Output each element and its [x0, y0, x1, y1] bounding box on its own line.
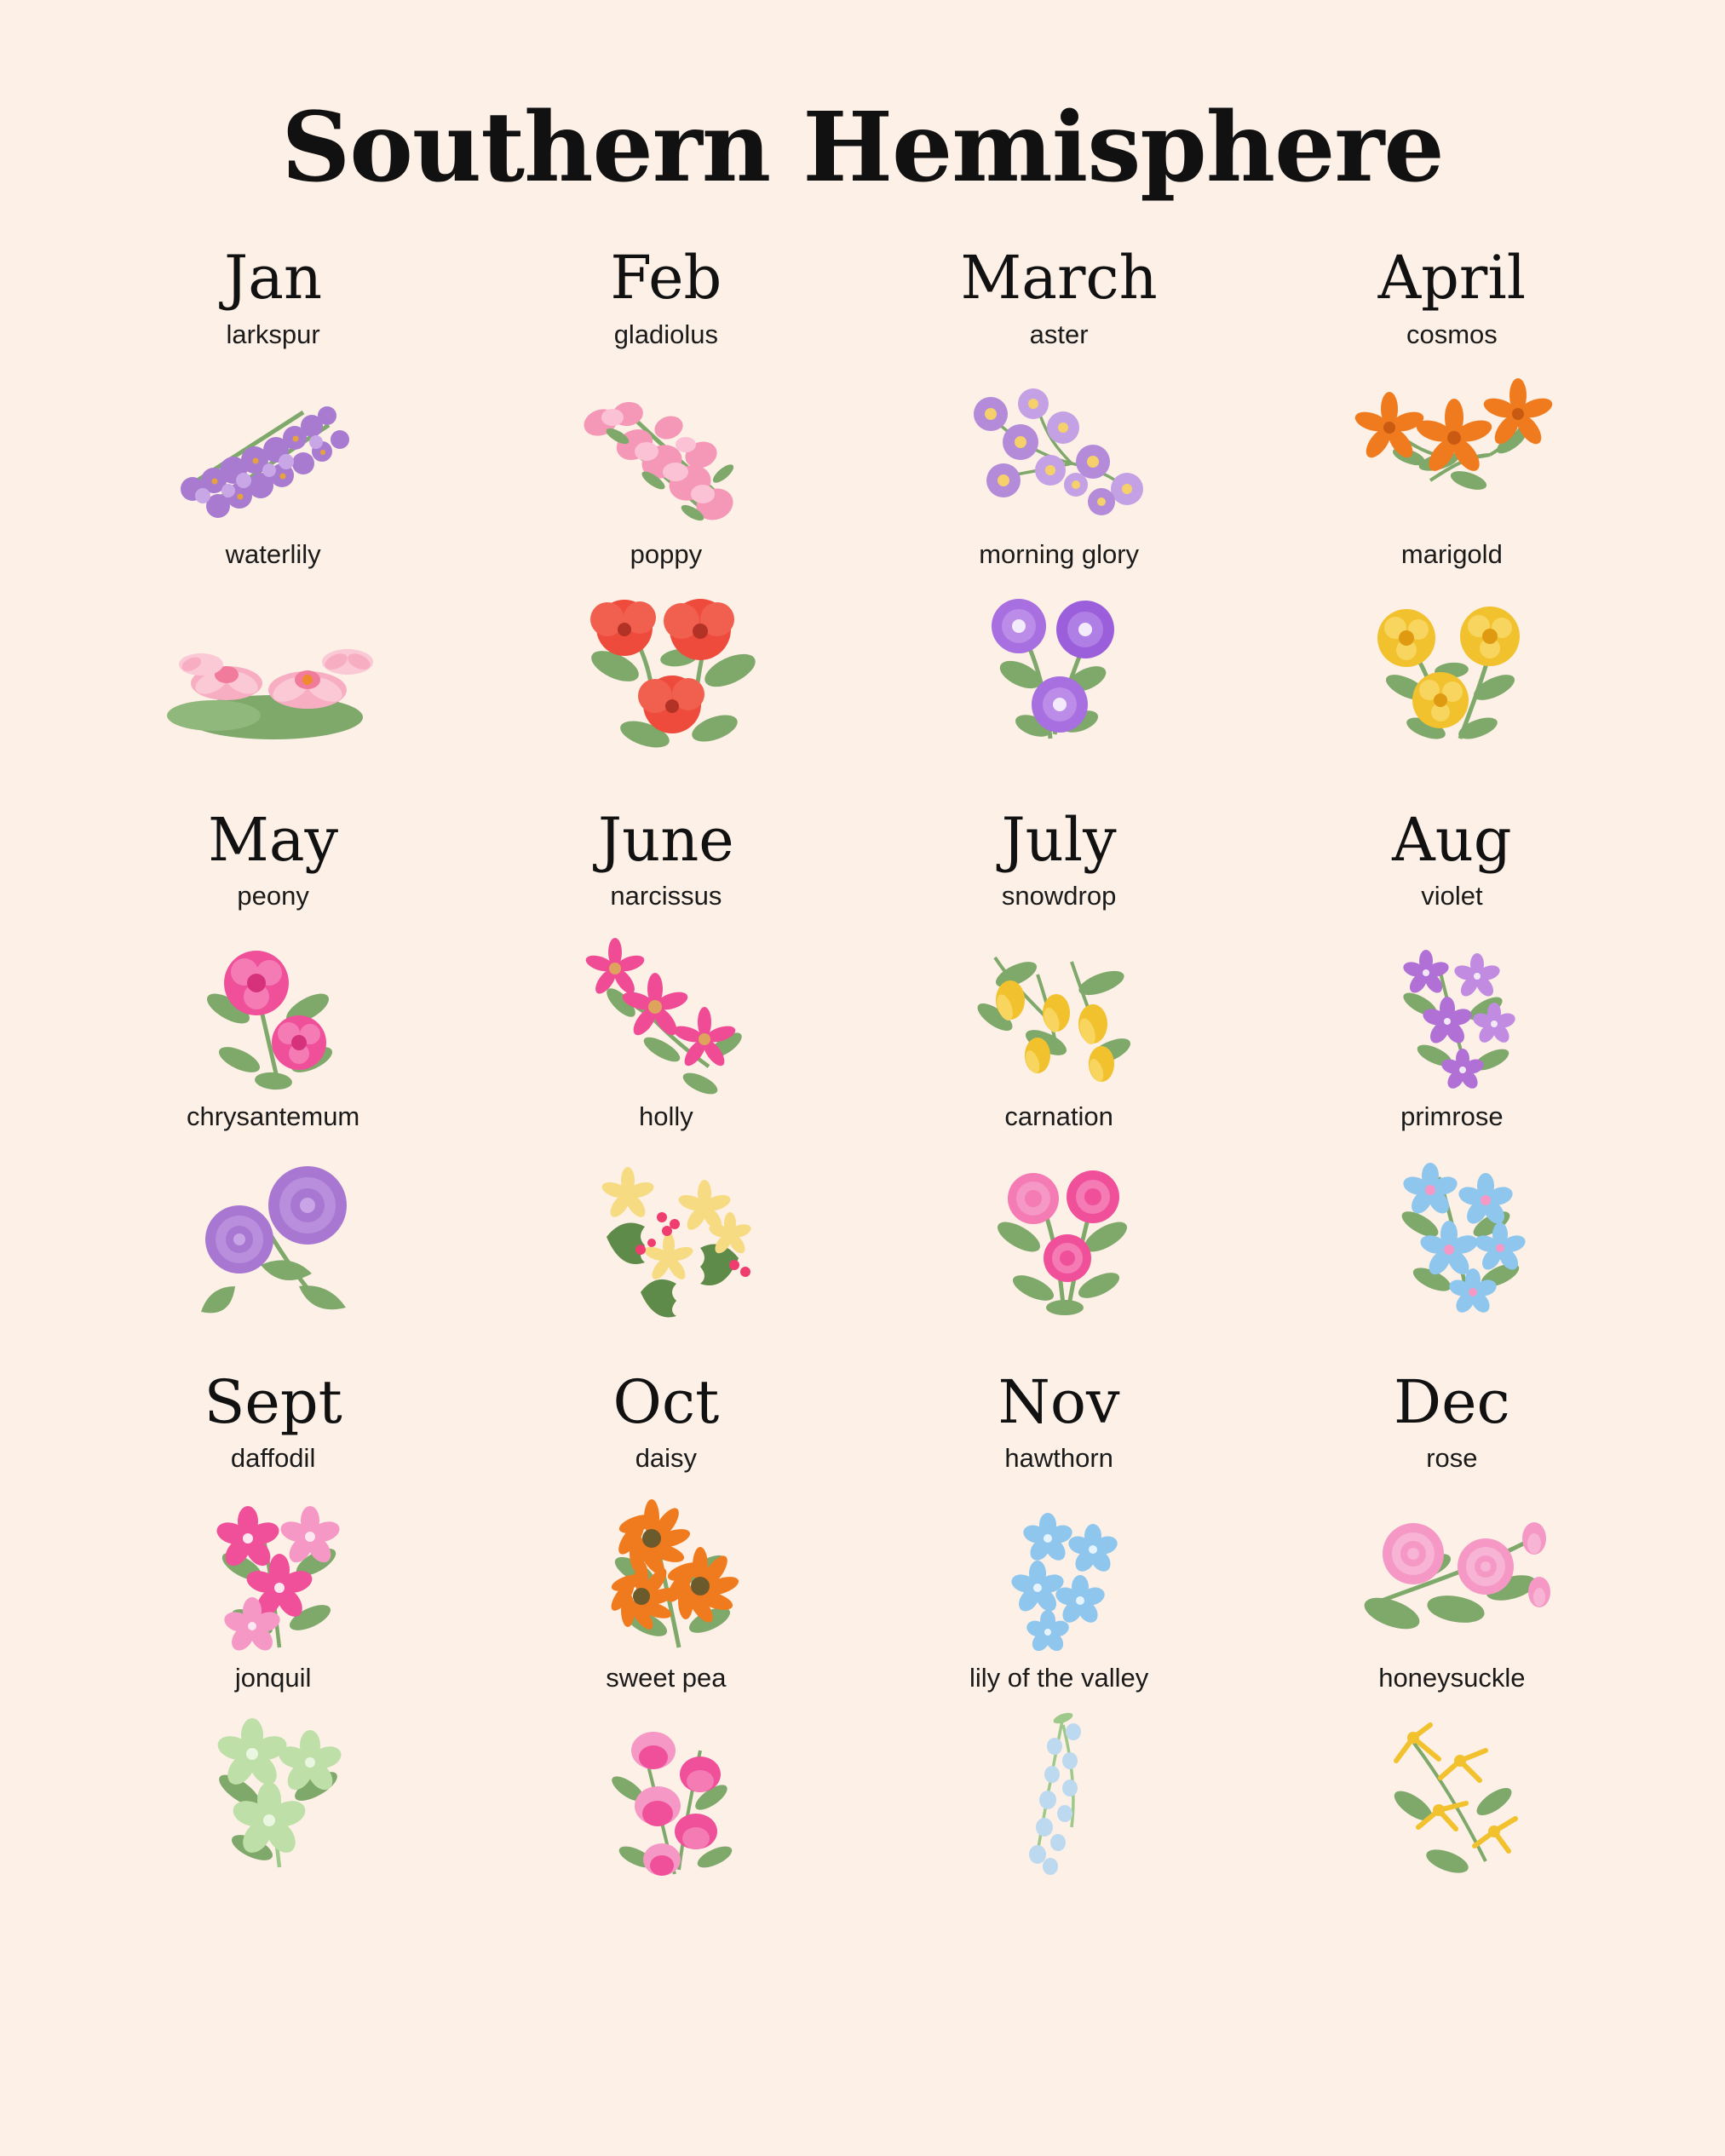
- flower-block-waterlily: [77, 538, 469, 758]
- flower-label-violet: violet: [1421, 881, 1483, 911]
- flower-label-marigold: marigold: [1400, 538, 1503, 569]
- flower-label-honeysuckle: honeysuckle: [1378, 1663, 1526, 1693]
- flower-label-daffodil: daffodil: [230, 1443, 316, 1474]
- jonquil-illustration: [77, 1699, 469, 1883]
- morning-glory-illustration: [863, 575, 1256, 758]
- month-cell-sept: [77, 1366, 469, 1883]
- flower-label-cosmos: cosmos: [1406, 319, 1498, 349]
- sweet-pea-illustration: [469, 1699, 862, 1883]
- flower-block-narcissus: [469, 880, 862, 1100]
- month-title-dec: Dec: [1393, 1366, 1510, 1437]
- flower-block-carnation: [863, 1101, 1256, 1320]
- flower-label-morning-glory: morning glory: [979, 538, 1140, 569]
- flower-block-primrose: [1256, 1101, 1648, 1320]
- flower-block-sweet-pea: [469, 1662, 862, 1882]
- flower-label-snowdrop: snowdrop: [1001, 881, 1117, 911]
- month-title-jan: Jan: [224, 243, 323, 313]
- lily-of-the-valley-illustration: [863, 1699, 1256, 1883]
- larkspur-illustration: [77, 355, 469, 538]
- flower-block-daffodil: [77, 1442, 469, 1662]
- flower-block-larkspur: [77, 319, 469, 538]
- month-title-nov: Nov: [998, 1366, 1120, 1437]
- month-title-may: May: [208, 804, 339, 875]
- month-title-aug: Aug: [1392, 804, 1512, 875]
- month-cell-oct: [469, 1366, 862, 1883]
- month-title-march: March: [960, 243, 1158, 313]
- month-cell-july: [863, 804, 1256, 1320]
- poppy-illustration: [469, 575, 862, 758]
- month-cell-aug: [1256, 804, 1648, 1320]
- page-title: Southern Hemisphere: [281, 92, 1444, 204]
- month-cell-june: [469, 804, 862, 1320]
- holly-illustration: [469, 1137, 862, 1320]
- flower-label-carnation: carnation: [1004, 1101, 1113, 1131]
- month-title-feb: Feb: [610, 243, 722, 313]
- flower-block-lily-of-the-valley: [863, 1662, 1256, 1882]
- snowdrop-illustration: [863, 917, 1256, 1101]
- flower-block-chrysantemum: [77, 1101, 469, 1320]
- flower-block-peony: [77, 880, 469, 1100]
- flower-label-sweet-pea: sweet pea: [606, 1663, 727, 1693]
- rose-illustration: [1256, 1479, 1648, 1662]
- flower-block-gladiolus: [469, 319, 862, 538]
- aster-illustration: [863, 355, 1256, 538]
- flower-block-morning-glory: [863, 538, 1256, 758]
- daisy-illustration: [469, 1479, 862, 1662]
- cosmos-illustration: [1256, 355, 1648, 538]
- marigold-illustration: [1256, 575, 1648, 758]
- month-title-july: July: [1001, 804, 1117, 875]
- month-cell-april: [1256, 243, 1648, 758]
- month-grid-row-2: [0, 804, 1725, 1320]
- narcissus-illustration: [469, 917, 862, 1101]
- month-cell-jan: [77, 243, 469, 758]
- month-cell-nov: [863, 1366, 1256, 1883]
- month-title-oct: Oct: [612, 1366, 720, 1437]
- month-cell-dec: [1256, 1366, 1648, 1883]
- flower-label-jonquil: jonquil: [234, 1663, 312, 1693]
- flower-label-peony: peony: [237, 881, 309, 911]
- flower-block-cosmos: [1256, 319, 1648, 538]
- honeysuckle-illustration: [1256, 1699, 1648, 1883]
- flower-label-waterlily: waterlily: [225, 538, 321, 569]
- month-title-sept: Sept: [204, 1366, 342, 1437]
- flower-label-hawthorn: hawthorn: [1004, 1443, 1113, 1474]
- flower-block-marigold: [1256, 538, 1648, 758]
- peony-illustration: [77, 917, 469, 1101]
- flower-label-lily-of-the-valley: lily of the valley: [969, 1663, 1149, 1693]
- flower-block-honeysuckle: [1256, 1662, 1648, 1882]
- waterlily-illustration: [77, 575, 469, 758]
- primrose-illustration: [1256, 1137, 1648, 1320]
- flower-label-narcissus: narcissus: [610, 881, 722, 911]
- flower-block-aster: [863, 319, 1256, 538]
- flower-block-poppy: [469, 538, 862, 758]
- flower-label-larkspur: larkspur: [226, 319, 320, 349]
- flower-label-gladiolus: gladiolus: [613, 319, 719, 349]
- flower-block-rose: [1256, 1442, 1648, 1662]
- month-cell-may: [77, 804, 469, 1320]
- flower-label-rose: rose: [1426, 1443, 1478, 1474]
- month-grid-row-1: [0, 243, 1725, 758]
- month-cell-march: [863, 243, 1256, 758]
- flower-label-primrose: primrose: [1400, 1101, 1504, 1131]
- carnation-illustration: [863, 1137, 1256, 1320]
- flower-block-daisy: [469, 1442, 862, 1662]
- violet-illustration: [1256, 917, 1648, 1101]
- month-cell-feb: [469, 243, 862, 758]
- flower-label-poppy: poppy: [630, 538, 703, 569]
- hawthorn-illustration: [863, 1479, 1256, 1662]
- daffodil-illustration: [77, 1479, 469, 1662]
- flower-label-chrysantemum: chrysantemum: [186, 1101, 360, 1131]
- flower-block-violet: [1256, 880, 1648, 1100]
- flower-block-snowdrop: [863, 880, 1256, 1100]
- flower-block-hawthorn: [863, 1442, 1256, 1662]
- month-title-april: April: [1377, 243, 1527, 313]
- month-grid-row-3: [0, 1366, 1725, 1883]
- flower-label-aster: aster: [1029, 319, 1089, 349]
- flower-block-jonquil: [77, 1662, 469, 1882]
- flower-label-daisy: daisy: [635, 1443, 698, 1474]
- chrysantemum-illustration: [77, 1137, 469, 1320]
- gladiolus-illustration: [469, 355, 862, 538]
- flower-label-holly: holly: [638, 1101, 693, 1131]
- flower-block-holly: [469, 1101, 862, 1320]
- month-title-june: June: [598, 804, 734, 875]
